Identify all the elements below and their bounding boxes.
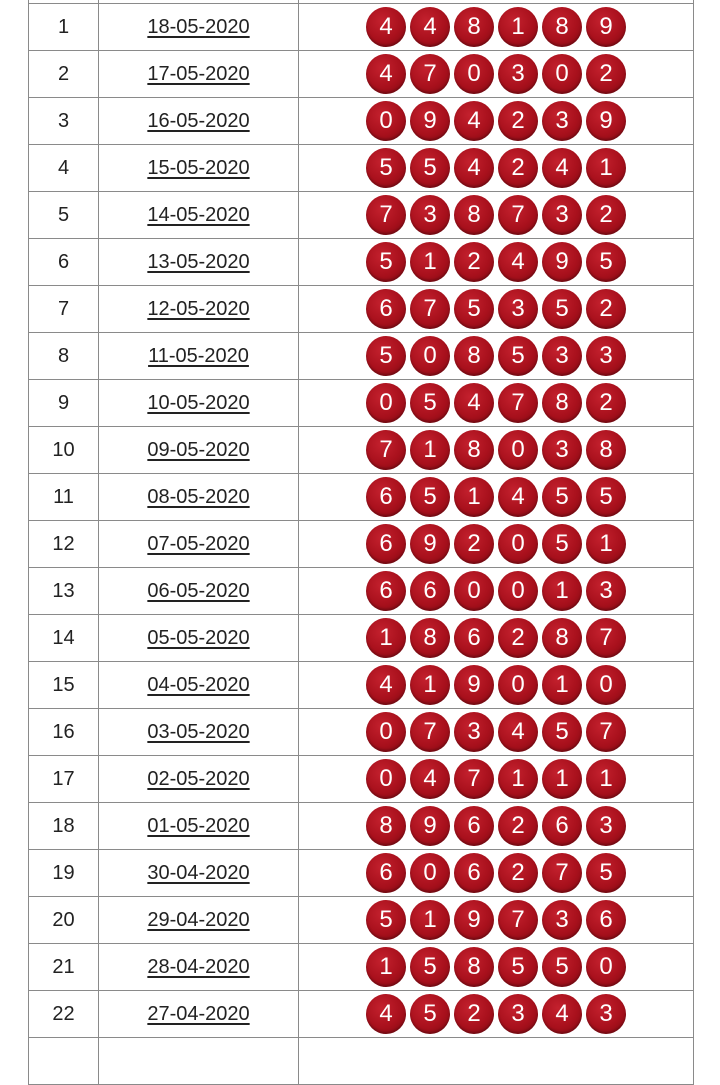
result-ball: 0: [498, 571, 538, 611]
result-ball: 4: [410, 7, 450, 47]
row-number: 10: [29, 427, 99, 474]
date-cell: [99, 192, 299, 239]
result-ball: 8: [366, 806, 406, 846]
date-link[interactable]: 27-04-2020: [147, 1002, 250, 1025]
result-ball: 0: [586, 947, 626, 987]
result-ball: 8: [410, 618, 450, 658]
result-balls: [299, 712, 693, 752]
result-ball: 5: [366, 148, 406, 188]
result-cell: [299, 427, 694, 474]
result-ball: 5: [366, 242, 406, 282]
result-ball: 4: [410, 759, 450, 799]
result-balls: [299, 665, 693, 705]
result-balls: [299, 383, 693, 423]
date-link[interactable]: 08-05-2020: [147, 485, 250, 508]
date-link[interactable]: 05-05-2020: [147, 626, 250, 649]
date-cell: [99, 1038, 299, 1085]
date-link[interactable]: 10-05-2020: [147, 391, 250, 414]
date-cell: [99, 333, 299, 380]
result-ball: 6: [366, 571, 406, 611]
result-ball: 4: [542, 994, 582, 1034]
result-balls: [299, 477, 693, 517]
result-ball: 3: [586, 571, 626, 611]
result-cell: [299, 380, 694, 427]
result-ball: 6: [454, 618, 494, 658]
date-cell: [99, 568, 299, 615]
result-ball: 1: [542, 665, 582, 705]
result-ball: 2: [454, 242, 494, 282]
result-cell: [299, 756, 694, 803]
result-ball: 4: [366, 994, 406, 1034]
result-ball: 7: [410, 712, 450, 752]
result-balls: [299, 7, 693, 47]
date-link[interactable]: 17-05-2020: [147, 62, 250, 85]
row-number: 8: [29, 333, 99, 380]
result-balls: [299, 430, 693, 470]
date-link[interactable]: 14-05-2020: [147, 203, 250, 226]
date-cell: [99, 51, 299, 98]
result-ball: 8: [454, 195, 494, 235]
row-number: 13: [29, 568, 99, 615]
result-cell: [299, 145, 694, 192]
row-number: 20: [29, 897, 99, 944]
result-ball: 4: [454, 101, 494, 141]
result-ball: 2: [498, 148, 538, 188]
result-ball: 3: [542, 195, 582, 235]
result-ball: 4: [366, 665, 406, 705]
result-ball: 9: [410, 524, 450, 564]
date-link[interactable]: 18-05-2020: [147, 15, 250, 38]
result-ball: 5: [498, 336, 538, 376]
date-link[interactable]: 11-05-2020: [148, 344, 249, 367]
result-ball: 3: [542, 430, 582, 470]
date-cell: [99, 380, 299, 427]
date-link[interactable]: 07-05-2020: [147, 532, 250, 555]
result-ball: 3: [542, 900, 582, 940]
result-ball: 2: [586, 289, 626, 329]
result-cell: [299, 662, 694, 709]
date-cell: [99, 709, 299, 756]
row-number: [29, 1038, 99, 1085]
result-ball: 7: [498, 383, 538, 423]
result-ball: 7: [410, 289, 450, 329]
result-cell: [299, 474, 694, 521]
result-ball: 3: [454, 712, 494, 752]
result-ball: 6: [586, 900, 626, 940]
result-ball: 8: [454, 7, 494, 47]
result-balls: [299, 571, 693, 611]
date-cell: [99, 850, 299, 897]
result-balls: [299, 806, 693, 846]
result-ball: 9: [454, 665, 494, 705]
result-cell: [299, 991, 694, 1038]
date-link[interactable]: 15-05-2020: [147, 156, 250, 179]
result-ball: 5: [410, 383, 450, 423]
date-cell: [99, 98, 299, 145]
result-ball: 2: [498, 618, 538, 658]
date-cell: [99, 756, 299, 803]
result-balls: [299, 900, 693, 940]
result-ball: 6: [454, 806, 494, 846]
result-ball: 6: [366, 289, 406, 329]
result-cell: [299, 98, 694, 145]
result-ball: 1: [410, 430, 450, 470]
result-ball: 7: [366, 195, 406, 235]
date-cell: [99, 944, 299, 991]
result-ball: 1: [498, 7, 538, 47]
result-ball: 1: [410, 242, 450, 282]
result-balls: [299, 195, 693, 235]
table-row: [29, 897, 694, 944]
result-ball: 0: [542, 54, 582, 94]
result-ball: 1: [410, 900, 450, 940]
result-ball: 0: [366, 712, 406, 752]
result-ball: 8: [586, 430, 626, 470]
table-row: [29, 333, 694, 380]
result-ball: 1: [586, 759, 626, 799]
date-link[interactable]: 28-04-2020: [147, 955, 250, 978]
table-row: [29, 568, 694, 615]
result-ball: 5: [410, 947, 450, 987]
row-number: 4: [29, 145, 99, 192]
result-ball: 3: [498, 994, 538, 1034]
table-row: [29, 991, 694, 1038]
table-row: [29, 709, 694, 756]
table-row: [29, 803, 694, 850]
result-ball: 5: [498, 947, 538, 987]
row-number: 2: [29, 51, 99, 98]
date-cell: [99, 239, 299, 286]
result-cell: [299, 192, 694, 239]
table-row: [29, 192, 694, 239]
result-ball: 2: [454, 994, 494, 1034]
result-ball: 5: [454, 289, 494, 329]
result-ball: 0: [498, 665, 538, 705]
result-ball: 0: [586, 665, 626, 705]
result-ball: 1: [542, 571, 582, 611]
result-ball: 0: [410, 853, 450, 893]
date-cell: [99, 521, 299, 568]
date-cell: [99, 803, 299, 850]
result-ball: 5: [366, 900, 406, 940]
row-number: 15: [29, 662, 99, 709]
result-ball: 0: [454, 54, 494, 94]
result-ball: 6: [366, 853, 406, 893]
row-number: 16: [29, 709, 99, 756]
result-ball: 3: [410, 195, 450, 235]
result-ball: 7: [366, 430, 406, 470]
result-ball: 2: [454, 524, 494, 564]
result-ball: 8: [542, 383, 582, 423]
result-ball: 0: [498, 524, 538, 564]
result-ball: 9: [454, 900, 494, 940]
table-row: [29, 521, 694, 568]
result-ball: 1: [586, 524, 626, 564]
table-row: [29, 662, 694, 709]
result-balls: [299, 148, 693, 188]
table-row: [29, 4, 694, 51]
result-ball: 5: [586, 853, 626, 893]
table-row: [29, 98, 694, 145]
result-ball: 1: [454, 477, 494, 517]
table-row: [29, 1038, 694, 1085]
result-ball: 7: [410, 54, 450, 94]
result-ball: 5: [410, 148, 450, 188]
result-balls: [299, 853, 693, 893]
result-ball: 6: [366, 477, 406, 517]
result-ball: 7: [454, 759, 494, 799]
result-ball: 0: [366, 101, 406, 141]
result-ball: 1: [498, 759, 538, 799]
result-balls: [299, 994, 693, 1034]
result-balls: [299, 242, 693, 282]
result-ball: 0: [410, 336, 450, 376]
result-cell: [299, 615, 694, 662]
result-cell: [299, 1038, 694, 1085]
result-ball: 0: [366, 759, 406, 799]
result-ball: 8: [454, 430, 494, 470]
result-ball: 2: [586, 383, 626, 423]
result-cell: [299, 568, 694, 615]
result-ball: 1: [410, 665, 450, 705]
result-cell: [299, 521, 694, 568]
result-cell: [299, 286, 694, 333]
result-ball: 4: [542, 148, 582, 188]
result-ball: 3: [586, 994, 626, 1034]
result-ball: 4: [366, 54, 406, 94]
result-ball: 2: [498, 853, 538, 893]
result-ball: 1: [542, 759, 582, 799]
results-table: [28, 0, 694, 1085]
row-number: 19: [29, 850, 99, 897]
results-table-container: [28, 0, 693, 1085]
table-row: [29, 286, 694, 333]
result-cell: [299, 803, 694, 850]
result-ball: 5: [410, 994, 450, 1034]
table-row: [29, 615, 694, 662]
result-cell: [299, 239, 694, 286]
result-ball: 7: [498, 195, 538, 235]
result-balls: [299, 759, 693, 799]
result-ball: 4: [498, 242, 538, 282]
result-ball: 5: [586, 477, 626, 517]
date-link[interactable]: 09-05-2020: [147, 438, 250, 461]
table-row: [29, 850, 694, 897]
result-ball: 0: [498, 430, 538, 470]
result-ball: 5: [586, 242, 626, 282]
table-row: [29, 51, 694, 98]
result-ball: 7: [586, 618, 626, 658]
result-ball: 8: [454, 336, 494, 376]
date-link[interactable]: 06-05-2020: [147, 579, 250, 602]
date-link[interactable]: 30-04-2020: [147, 861, 250, 884]
result-balls: [299, 101, 693, 141]
result-ball: 5: [542, 289, 582, 329]
result-cell: [299, 944, 694, 991]
row-number: 17: [29, 756, 99, 803]
result-ball: 7: [586, 712, 626, 752]
date-link[interactable]: 04-05-2020: [147, 673, 250, 696]
result-ball: 9: [542, 242, 582, 282]
result-ball: 9: [586, 101, 626, 141]
result-cell: [299, 709, 694, 756]
result-ball: 9: [586, 7, 626, 47]
row-number: 18: [29, 803, 99, 850]
table-row: [29, 380, 694, 427]
result-cell: [299, 333, 694, 380]
table-row: [29, 756, 694, 803]
result-ball: 7: [542, 853, 582, 893]
result-ball: 3: [586, 336, 626, 376]
result-ball: 8: [542, 618, 582, 658]
date-link[interactable]: 03-05-2020: [147, 720, 250, 743]
row-number: 21: [29, 944, 99, 991]
date-link[interactable]: 16-05-2020: [147, 109, 250, 132]
date-link[interactable]: 13-05-2020: [147, 250, 250, 273]
date-link[interactable]: 29-04-2020: [147, 908, 250, 931]
result-ball: 4: [498, 712, 538, 752]
date-cell: [99, 615, 299, 662]
row-number: 12: [29, 521, 99, 568]
result-ball: 9: [410, 101, 450, 141]
row-number: 5: [29, 192, 99, 239]
result-ball: 4: [366, 7, 406, 47]
result-ball: 3: [498, 289, 538, 329]
result-ball: 4: [454, 148, 494, 188]
table-row: [29, 944, 694, 991]
result-ball: 2: [498, 806, 538, 846]
result-ball: 1: [366, 947, 406, 987]
result-ball: 3: [498, 54, 538, 94]
result-ball: 5: [410, 477, 450, 517]
row-number: 3: [29, 98, 99, 145]
results-table-body: [29, 0, 694, 1085]
result-balls: [299, 336, 693, 376]
date-cell: [99, 662, 299, 709]
result-ball: 5: [366, 336, 406, 376]
result-ball: 4: [454, 383, 494, 423]
result-balls: [299, 947, 693, 987]
table-row: [29, 474, 694, 521]
date-cell: [99, 897, 299, 944]
row-number: 11: [29, 474, 99, 521]
result-ball: 5: [542, 524, 582, 564]
result-balls: [299, 54, 693, 94]
result-ball: 2: [586, 54, 626, 94]
date-cell: [99, 145, 299, 192]
table-row: [29, 145, 694, 192]
result-ball: 1: [366, 618, 406, 658]
row-number: 6: [29, 239, 99, 286]
result-balls: [299, 289, 693, 329]
table-row: [29, 427, 694, 474]
result-ball: 0: [366, 383, 406, 423]
row-number: 9: [29, 380, 99, 427]
result-ball: 2: [586, 195, 626, 235]
result-balls: [299, 618, 693, 658]
result-ball: 5: [542, 477, 582, 517]
result-cell: [299, 51, 694, 98]
date-cell: [99, 286, 299, 333]
result-cell: [299, 897, 694, 944]
row-number: 14: [29, 615, 99, 662]
table-row: [29, 239, 694, 286]
result-ball: 8: [454, 947, 494, 987]
result-ball: 3: [542, 336, 582, 376]
date-link[interactable]: 02-05-2020: [147, 767, 250, 790]
date-link[interactable]: 12-05-2020: [147, 297, 250, 320]
result-ball: 5: [542, 712, 582, 752]
date-link[interactable]: 01-05-2020: [147, 814, 250, 837]
result-balls: [299, 524, 693, 564]
date-cell: [99, 4, 299, 51]
date-cell: [99, 427, 299, 474]
result-ball: 1: [586, 148, 626, 188]
row-number: 1: [29, 4, 99, 51]
result-ball: 6: [454, 853, 494, 893]
result-ball: 2: [498, 101, 538, 141]
result-ball: 9: [410, 806, 450, 846]
result-cell: [299, 850, 694, 897]
result-ball: 6: [366, 524, 406, 564]
row-number: 7: [29, 286, 99, 333]
result-ball: 6: [410, 571, 450, 611]
row-number: 22: [29, 991, 99, 1038]
result-ball: 7: [498, 900, 538, 940]
result-ball: 3: [586, 806, 626, 846]
date-cell: [99, 991, 299, 1038]
result-ball: 0: [454, 571, 494, 611]
result-ball: 8: [542, 7, 582, 47]
result-ball: 6: [542, 806, 582, 846]
result-ball: 4: [498, 477, 538, 517]
date-cell: [99, 474, 299, 521]
result-cell: [299, 4, 694, 51]
result-ball: 5: [542, 947, 582, 987]
result-ball: 3: [542, 101, 582, 141]
